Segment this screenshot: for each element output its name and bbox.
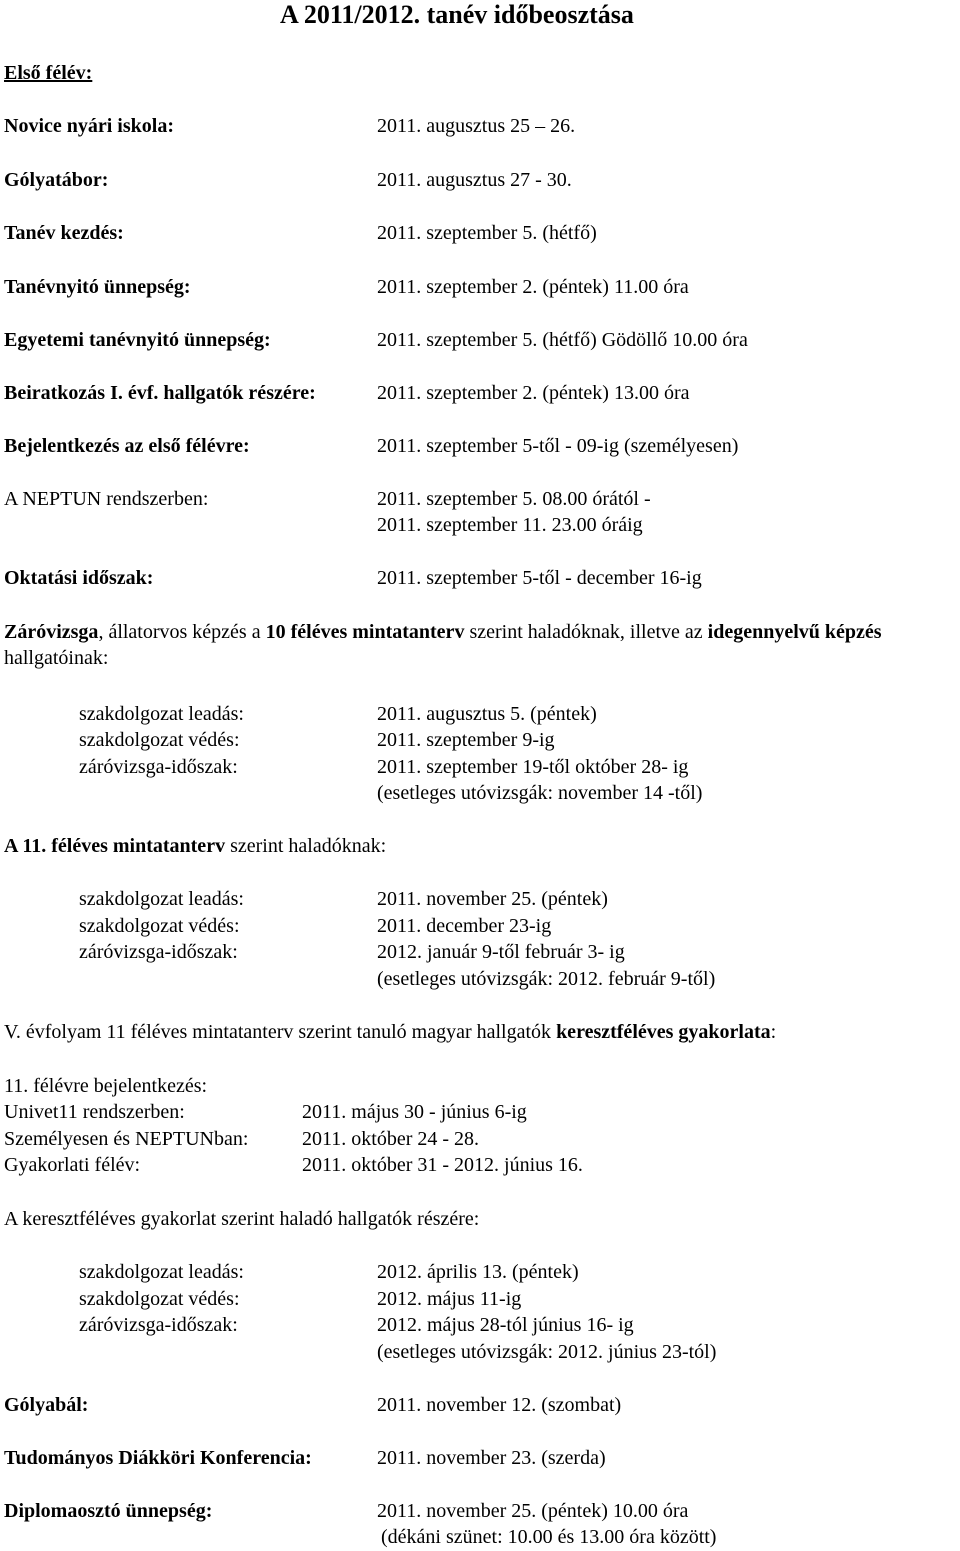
b10-submit-value: 2011. augusztus 5. (péntek) xyxy=(377,703,597,725)
row-label-tanevnyito: Tanévnyitó ünnepség: xyxy=(4,276,191,298)
row-label-golyatabor: Gólyatábor: xyxy=(4,169,109,191)
row-value-novice: 2011. augusztus 25 – 26. xyxy=(377,115,576,137)
b10-submit-label: szakdolgozat leadás: xyxy=(79,703,244,725)
neptun-line2: 2011. szeptember 11. 23.00 óráig xyxy=(377,514,643,536)
ball-value: 2011. november 12. (szombat) xyxy=(377,1394,622,1416)
final-exam-intro-p4: szerint haladóknak, illetve az xyxy=(464,621,708,643)
row-label-novice: Novice nyári iskola: xyxy=(4,115,174,137)
row-value-beiratkozas: 2011. szeptember 2. (péntek) 13.00 óra xyxy=(377,382,690,404)
year5-intro-p1: V. évfolyam 11 féléves mintatanterv szerint tanuló magyar hallgatók xyxy=(4,1021,557,1043)
first-semester-heading: Első félév: xyxy=(4,62,93,84)
row-label-tanev-kezdes: Tanév kezdés: xyxy=(4,222,124,244)
cross-defense-value: 2012. május 11-ig xyxy=(377,1288,522,1310)
teaching-period-label: Oktatási időszak: xyxy=(4,567,154,589)
sem11-univet-value: 2011. május 30 - június 6-ig xyxy=(302,1101,527,1123)
row-value-golyatabor: 2011. augusztus 27 - 30. xyxy=(377,169,572,191)
cross-defense-label: szakdolgozat védés: xyxy=(79,1288,240,1310)
b10-exam-value: 2011. szeptember 19-től október 28- ig xyxy=(377,756,689,778)
diploma-value: 2011. november 25. (péntek) 10.00 óra xyxy=(377,1500,689,1522)
final-exam-intro xyxy=(4,619,954,671)
block11-intro-p1: A 11. féléves mintatanterv xyxy=(4,835,226,857)
final-exam-intro-p2: , állatorvos képzés a xyxy=(98,621,266,643)
b11-defense-value: 2011. december 23-ig xyxy=(377,915,552,937)
cross-retake: (esetleges utóvizsgák: 2012. június 23-tól) xyxy=(377,1341,717,1363)
block11-intro xyxy=(4,834,386,858)
b11-defense-label: szakdolgozat védés: xyxy=(79,915,240,937)
row-value-tanev-kezdes: 2011. szeptember 5. (hétfő) xyxy=(377,222,597,244)
sem11-practical-label: Gyakorlati félév: xyxy=(4,1154,141,1176)
page-title: A 2011/2012. tanév időbeosztása xyxy=(280,0,634,29)
cross-exam-value: 2012. május 28-tól június 16- ig xyxy=(377,1314,634,1336)
tdk-value: 2011. november 23. (szerda) xyxy=(377,1447,606,1469)
sem11-univet-label: Univet11 rendszerben: xyxy=(4,1101,185,1123)
b10-retake: (esetleges utóvizsgák: november 14 -től) xyxy=(377,782,703,804)
year5-intro-p2: keresztféléves gyakorlata xyxy=(556,1021,771,1043)
ball-label: Gólyabál: xyxy=(4,1394,89,1416)
final-exam-intro-p6: hallgatóinak: xyxy=(4,647,109,669)
diploma-note: (dékáni szünet: 10.00 és 13.00 óra között) xyxy=(381,1526,717,1548)
cross-submit-label: szakdolgozat leadás: xyxy=(79,1261,244,1283)
b10-defense-value: 2011. szeptember 9-ig xyxy=(377,729,555,751)
b11-submit-value: 2011. november 25. (péntek) xyxy=(377,888,608,910)
sem11-practical-value: 2011. október 31 - 2012. június 16. xyxy=(302,1154,583,1176)
row-value-tanevnyito: 2011. szeptember 2. (péntek) 11.00 óra xyxy=(377,276,689,298)
final-exam-intro-p5: idegennyelvű képzés xyxy=(707,621,882,643)
final-exam-intro-p1: Záróvizsga xyxy=(4,621,99,643)
cross-intro: A keresztféléves gyakorlat szerint haladó hallgatók részére: xyxy=(4,1208,480,1230)
b10-defense-label: szakdolgozat védés: xyxy=(79,729,240,751)
sem11-heading: 11. félévre bejelentkezés: xyxy=(4,1075,208,1097)
row-label-beiratkozas: Beiratkozás I. évf. hallgatók részére: xyxy=(4,382,316,404)
b11-exam-value: 2012. január 9-től február 3- ig xyxy=(377,941,625,963)
row-value-bejelentkezes: 2011. szeptember 5-től - 09-ig (személyesen) xyxy=(377,435,739,457)
cross-submit-value: 2012. április 13. (péntek) xyxy=(377,1261,579,1283)
final-exam-intro-p3: 10 féléves mintatanterv xyxy=(265,621,465,643)
sem11-personal-label: Személyesen és NEPTUNban: xyxy=(4,1128,249,1150)
neptun-label: A NEPTUN rendszerben: xyxy=(4,488,209,510)
year5-intro-p3: : xyxy=(770,1021,777,1043)
b11-submit-label: szakdolgozat leadás: xyxy=(79,888,244,910)
row-label-egyetemi-tanevnyito: Egyetemi tanévnyitó ünnepség: xyxy=(4,329,271,351)
block11-intro-p2: szerint haladóknak: xyxy=(225,835,387,857)
teaching-period-value: 2011. szeptember 5-től - december 16-ig xyxy=(377,567,702,589)
sem11-personal-value: 2011. október 24 - 28. xyxy=(302,1128,480,1150)
b11-exam-label: záróvizsga-időszak: xyxy=(79,941,238,963)
cross-exam-label: záróvizsga-időszak: xyxy=(79,1314,238,1336)
diploma-label: Diplomaosztó ünnepség: xyxy=(4,1500,213,1522)
row-value-egyetemi-tanevnyito: 2011. szeptember 5. (hétfő) Gödöllő 10.00 óra xyxy=(377,329,748,351)
tdk-label: Tudományos Diákköri Konferencia: xyxy=(4,1447,312,1469)
b11-retake: (esetleges utóvizsgák: 2012. február 9-től) xyxy=(377,968,716,990)
year5-intro xyxy=(4,1020,776,1044)
neptun-line1: 2011. szeptember 5. 08.00 órától - xyxy=(377,488,651,510)
row-label-bejelentkezes: Bejelentkezés az első félévre: xyxy=(4,435,250,457)
b10-exam-label: záróvizsga-időszak: xyxy=(79,756,238,778)
